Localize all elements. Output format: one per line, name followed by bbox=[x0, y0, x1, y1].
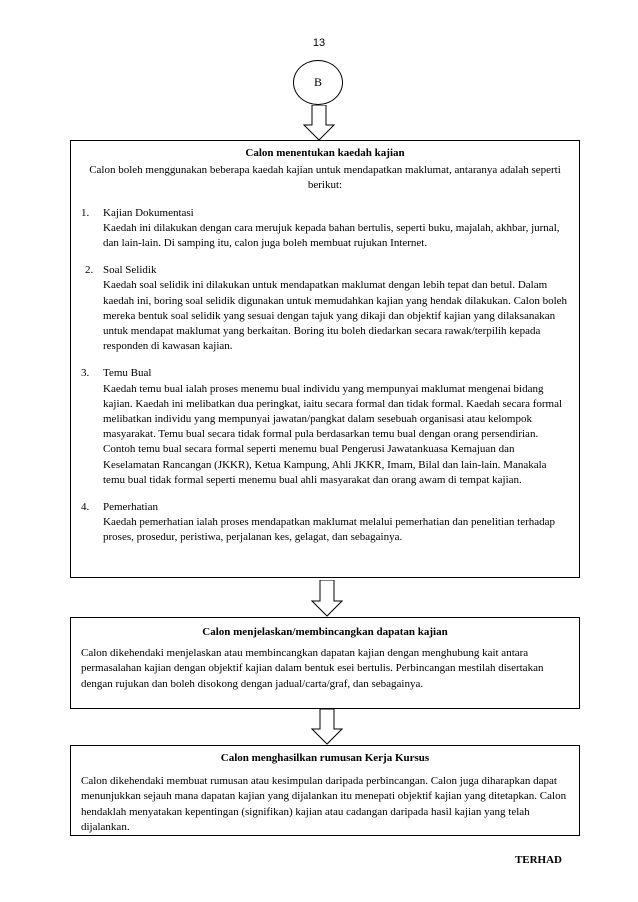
section-text: Calon dikehendaki membuat rumusan atau kesimpulan daripada perbincangan. Calon juga diharapkan dapat menunjukkan sejauh mana dapatan kajian yang dijalankan itu menepati objektif kajian yang ditetapkan. Calon hendaklah menyatakan kepentingan (signifikan) kajian atau cadangan daripada hasil kajian yang telah dijalankan. bbox=[81, 775, 567, 833]
list-item-text: Kaedah ini dilakukan dengan cara merujuk kepada bahan bertulis, seperti buku, majalah, akhbar, jurnal, dan lain-lain. Di samping itu, calon juga boleh membuat rujukan Internet. bbox=[103, 221, 560, 250]
list-item-number: 2. bbox=[85, 264, 94, 277]
list-item-heading: Kajian Dokumentasi bbox=[103, 206, 194, 219]
down-arrow-icon bbox=[311, 580, 343, 617]
list-item bbox=[81, 206, 569, 252]
list-item bbox=[81, 500, 569, 546]
section-intro: Calon boleh menggunakan beberapa kaedah kajian untuk mendapatkan maklumat, antaranya adalah seperti berikut: bbox=[89, 164, 561, 192]
list-item-heading: Soal Selidik bbox=[103, 264, 157, 277]
section-title: Calon menentukan kaedah kajian bbox=[245, 147, 405, 159]
section-conclusion bbox=[70, 745, 580, 836]
list-item-heading: Temu Bual bbox=[103, 367, 152, 380]
classification-label: TERHAD bbox=[514, 854, 562, 866]
list-item-number: 4. bbox=[81, 501, 90, 514]
list-item bbox=[81, 366, 569, 488]
section-text: Calon dikehendaki menjelaskan atau membincangkan dapatan kajian dengan menghubung kait antara permasalahan kajian dengan objektif kajian dalam bentuk esei bertulis. Perbincangan mestilah disertakan dengan rujukan dan boleh disokong dengan jadual/carta/graf, dan sebagainya. bbox=[81, 647, 544, 690]
section-title: Calon menghasilkan rumusan Kerja Kursus bbox=[220, 752, 430, 764]
list-item-number: 1. bbox=[81, 206, 90, 219]
down-arrow-icon bbox=[311, 709, 343, 745]
list-item-heading: Pemerhatian bbox=[103, 501, 158, 514]
connector-label: B bbox=[313, 75, 322, 89]
page-number: 13 bbox=[312, 37, 326, 49]
down-arrow-icon bbox=[303, 105, 335, 141]
flow-connector-circle bbox=[293, 60, 343, 105]
list-item-text: Kaedah soal selidik ini dilakukan untuk mendapatkan maklumat dengan lebih tepat dan betul. Dalam kaedah ini, boring soal selidik digunakan untuk memudahkan kajian yang hendak dilakukan. Calon boleh mereka bentuk soal selidik yang sesuai dengan tajuk yang dikaji dan objektif kajian yang dilaksanakan untuk mendapat maklumat yang berkaitan. Boring itu boleh diedarkan secara rawak/terpilih kepada responden di kawasan kajian. bbox=[103, 279, 568, 353]
section-discussion bbox=[70, 617, 580, 709]
section-research-methods bbox=[70, 140, 580, 578]
list-item-number: 3. bbox=[81, 367, 90, 380]
list-item-text: Kaedah temu bual ialah proses menemu bual individu yang mempunyai maklumat mengenai bidang kajian. Kaedah ini melibatkan dua peringkat, iaitu secara formal dan tidak formal. Kaedah secara formal melibatkan individu yang mempunyai jawatan/pangkat dalam sesebuah organisasi atau kelompok masyarakat. Temu bual secara tidak formal pula berdasarkan temu bual dengan orang persendirian. Contoh temu bual secara formal seperti menemu bual Pengerusi Jawatankuasa Kemajuan dan Keselamatan Rancangan (JKKR), Ketua Kampung, Ahli JKKR, Imam, Bilal dan lain-lain. Manakala temu bual tidak formal seperti menemu bual ahli masyarakat dan orang awam di tempat kajian. bbox=[103, 382, 563, 486]
section-title: Calon menjelaskan/membincangkan dapatan kajian bbox=[202, 626, 448, 638]
list-item-text: Kaedah pemerhatian ialah proses mendapatkan maklumat melalui pemerhatian dan penelitian terhadap proses, prosedur, peristiwa, perjalanan kes, gelagat, dan sebagainya. bbox=[103, 516, 556, 544]
list-item bbox=[81, 263, 569, 354]
